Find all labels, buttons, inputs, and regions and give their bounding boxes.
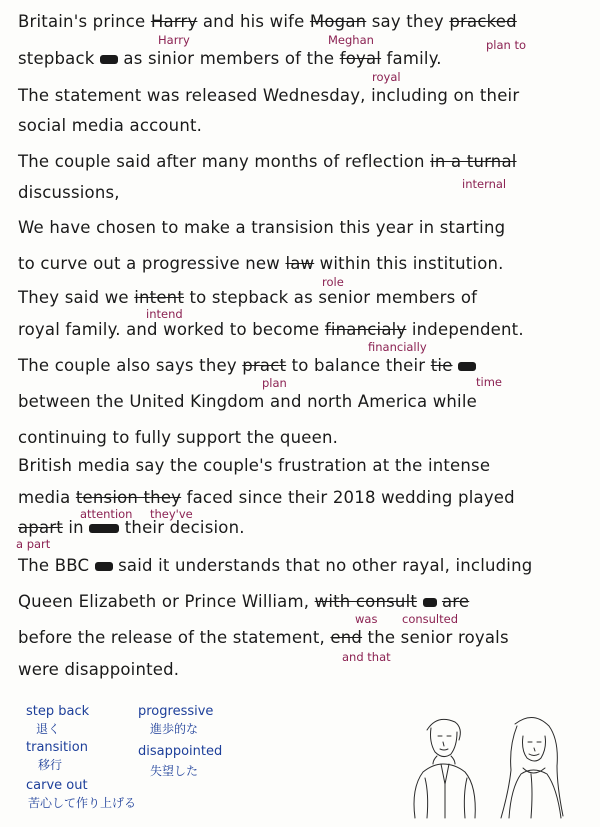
struck-word: intent (134, 288, 184, 307)
correction-consulted: consulted (402, 612, 459, 626)
line-text: independent. (406, 320, 524, 339)
line-text: the senior royals (362, 628, 509, 647)
text-line-16 (18, 518, 588, 537)
line-text: family. (381, 49, 442, 68)
line-text: The statement was released Wednesday, including on their (18, 86, 520, 105)
text-line-13 (18, 428, 588, 447)
struck-word: Harry (150, 12, 198, 31)
vocab-jp-progressive: 進歩的な (150, 722, 199, 736)
text-line-6 (18, 183, 588, 202)
line-text: British media say the couple's frustration at the intense (18, 456, 491, 475)
struck-word: pract (242, 356, 287, 375)
correction-role: role (322, 275, 344, 289)
line-text: said it understands that no other rayal, including (112, 556, 533, 575)
text-line-4 (18, 116, 588, 135)
vocab-jp-disappointed: 失望した (150, 764, 199, 778)
correction-theyve: they've (150, 507, 193, 521)
line-text: discussions, (18, 183, 120, 202)
scribble-mark (458, 362, 476, 371)
vocab-jp-step-back: 退く (36, 722, 61, 736)
text-line-15 (18, 488, 588, 507)
struck-word: financialy (324, 320, 407, 339)
vocab-en-disappointed: disappointed (138, 744, 223, 759)
vocab-jp-transition: 移行 (38, 758, 63, 772)
line-text: The couple also says they (18, 356, 243, 375)
text-line-20 (18, 660, 588, 679)
correction-and-that: and that (342, 650, 391, 664)
scribble-mark (100, 55, 118, 64)
line-text: They said we (18, 288, 135, 307)
struck-word: in a turnal (430, 152, 517, 171)
line-text: Britain's prince (18, 12, 151, 31)
line-text: as sinior members of the (117, 49, 340, 68)
text-line-11 (18, 356, 588, 375)
struck-word: with consult (314, 592, 418, 611)
text-line-1 (18, 12, 588, 31)
scribble-mark (95, 562, 113, 571)
line-text: were disappointed. (18, 660, 180, 679)
man-hair (427, 719, 460, 740)
struck-word: law (285, 254, 315, 273)
line-text: faced since their 2018 wedding played (181, 488, 515, 507)
text-line-3 (18, 86, 588, 105)
line-text: media (18, 488, 76, 507)
text-line-2 (18, 49, 588, 68)
correction-a-part: a part (16, 537, 51, 551)
text-line-10 (18, 320, 588, 339)
woman-hair (515, 717, 563, 816)
correction-intend: intend (146, 307, 183, 321)
line-text: social media account. (18, 116, 203, 135)
line-text: stepback (18, 49, 100, 68)
line-text: to curve out a progressive new (18, 254, 286, 273)
line-text: before the release of the statement, (18, 628, 331, 647)
text-line-17 (18, 556, 588, 575)
vocab-en-progressive: progressive (138, 704, 214, 719)
text-line-12 (18, 392, 588, 411)
line-text: The BBC (18, 556, 95, 575)
correction-harry: Harry (158, 33, 190, 47)
line-text: The couple said after many months of reflection (18, 152, 431, 171)
line-text: royal family. and worked to become (18, 320, 325, 339)
correction-royal: royal (372, 70, 401, 84)
man-face (431, 728, 458, 757)
correction-attention: attention (80, 507, 133, 521)
text-line-5 (18, 152, 588, 171)
correction-was: was (355, 612, 378, 626)
struck-word: tension they (75, 488, 182, 507)
correction-time: time (476, 375, 502, 389)
line-text: continuing to fully support the queen. (18, 428, 339, 447)
text-line-19 (18, 628, 588, 647)
correction-plan-to: plan to (486, 38, 527, 52)
struck-word: end (330, 628, 363, 647)
struck-word: tie (430, 356, 453, 375)
line-text: say they (366, 12, 450, 31)
scribble-mark (423, 598, 437, 607)
correction-meghan: Meghan (328, 33, 374, 47)
text-line-14 (18, 456, 588, 475)
line-text: to balance their (286, 356, 431, 375)
struck-word: pracked (449, 12, 517, 31)
vocab-en-step-back: step back (26, 704, 90, 719)
line-text: Queen Elizabeth or Prince William, (18, 592, 315, 611)
struck-word: foyal (339, 49, 382, 68)
text-line-9 (18, 288, 588, 307)
struck-word: are (441, 592, 470, 611)
line-text: between the United Kingdom and north America while (18, 392, 477, 411)
woman-dress (509, 770, 561, 818)
scribble-mark (89, 524, 119, 533)
text-line-18 (18, 592, 588, 611)
line-text: in (62, 518, 90, 537)
vocab-en-carve-out: carve out (26, 778, 88, 793)
text-line-8 (18, 254, 588, 273)
line-text: and his wife (197, 12, 310, 31)
vocab-en-transition: transition (26, 740, 88, 755)
couple-sketch (405, 708, 587, 820)
line-text: We have chosen to make a transision this year in starting (18, 218, 506, 237)
vocab-jp-carve-out: 苦心して作り上げる (28, 796, 137, 810)
text-line-7 (18, 218, 588, 237)
line-text: to stepback as senior members of (184, 288, 478, 307)
struck-word: Mogan (309, 12, 367, 31)
correction-financially: financially (368, 340, 427, 354)
struck-word: apart (18, 518, 63, 537)
line-text: within this institution. (314, 254, 504, 273)
correction-internal: internal (462, 177, 507, 191)
line-text: their decision. (119, 518, 245, 537)
correction-plan: plan (262, 376, 287, 390)
